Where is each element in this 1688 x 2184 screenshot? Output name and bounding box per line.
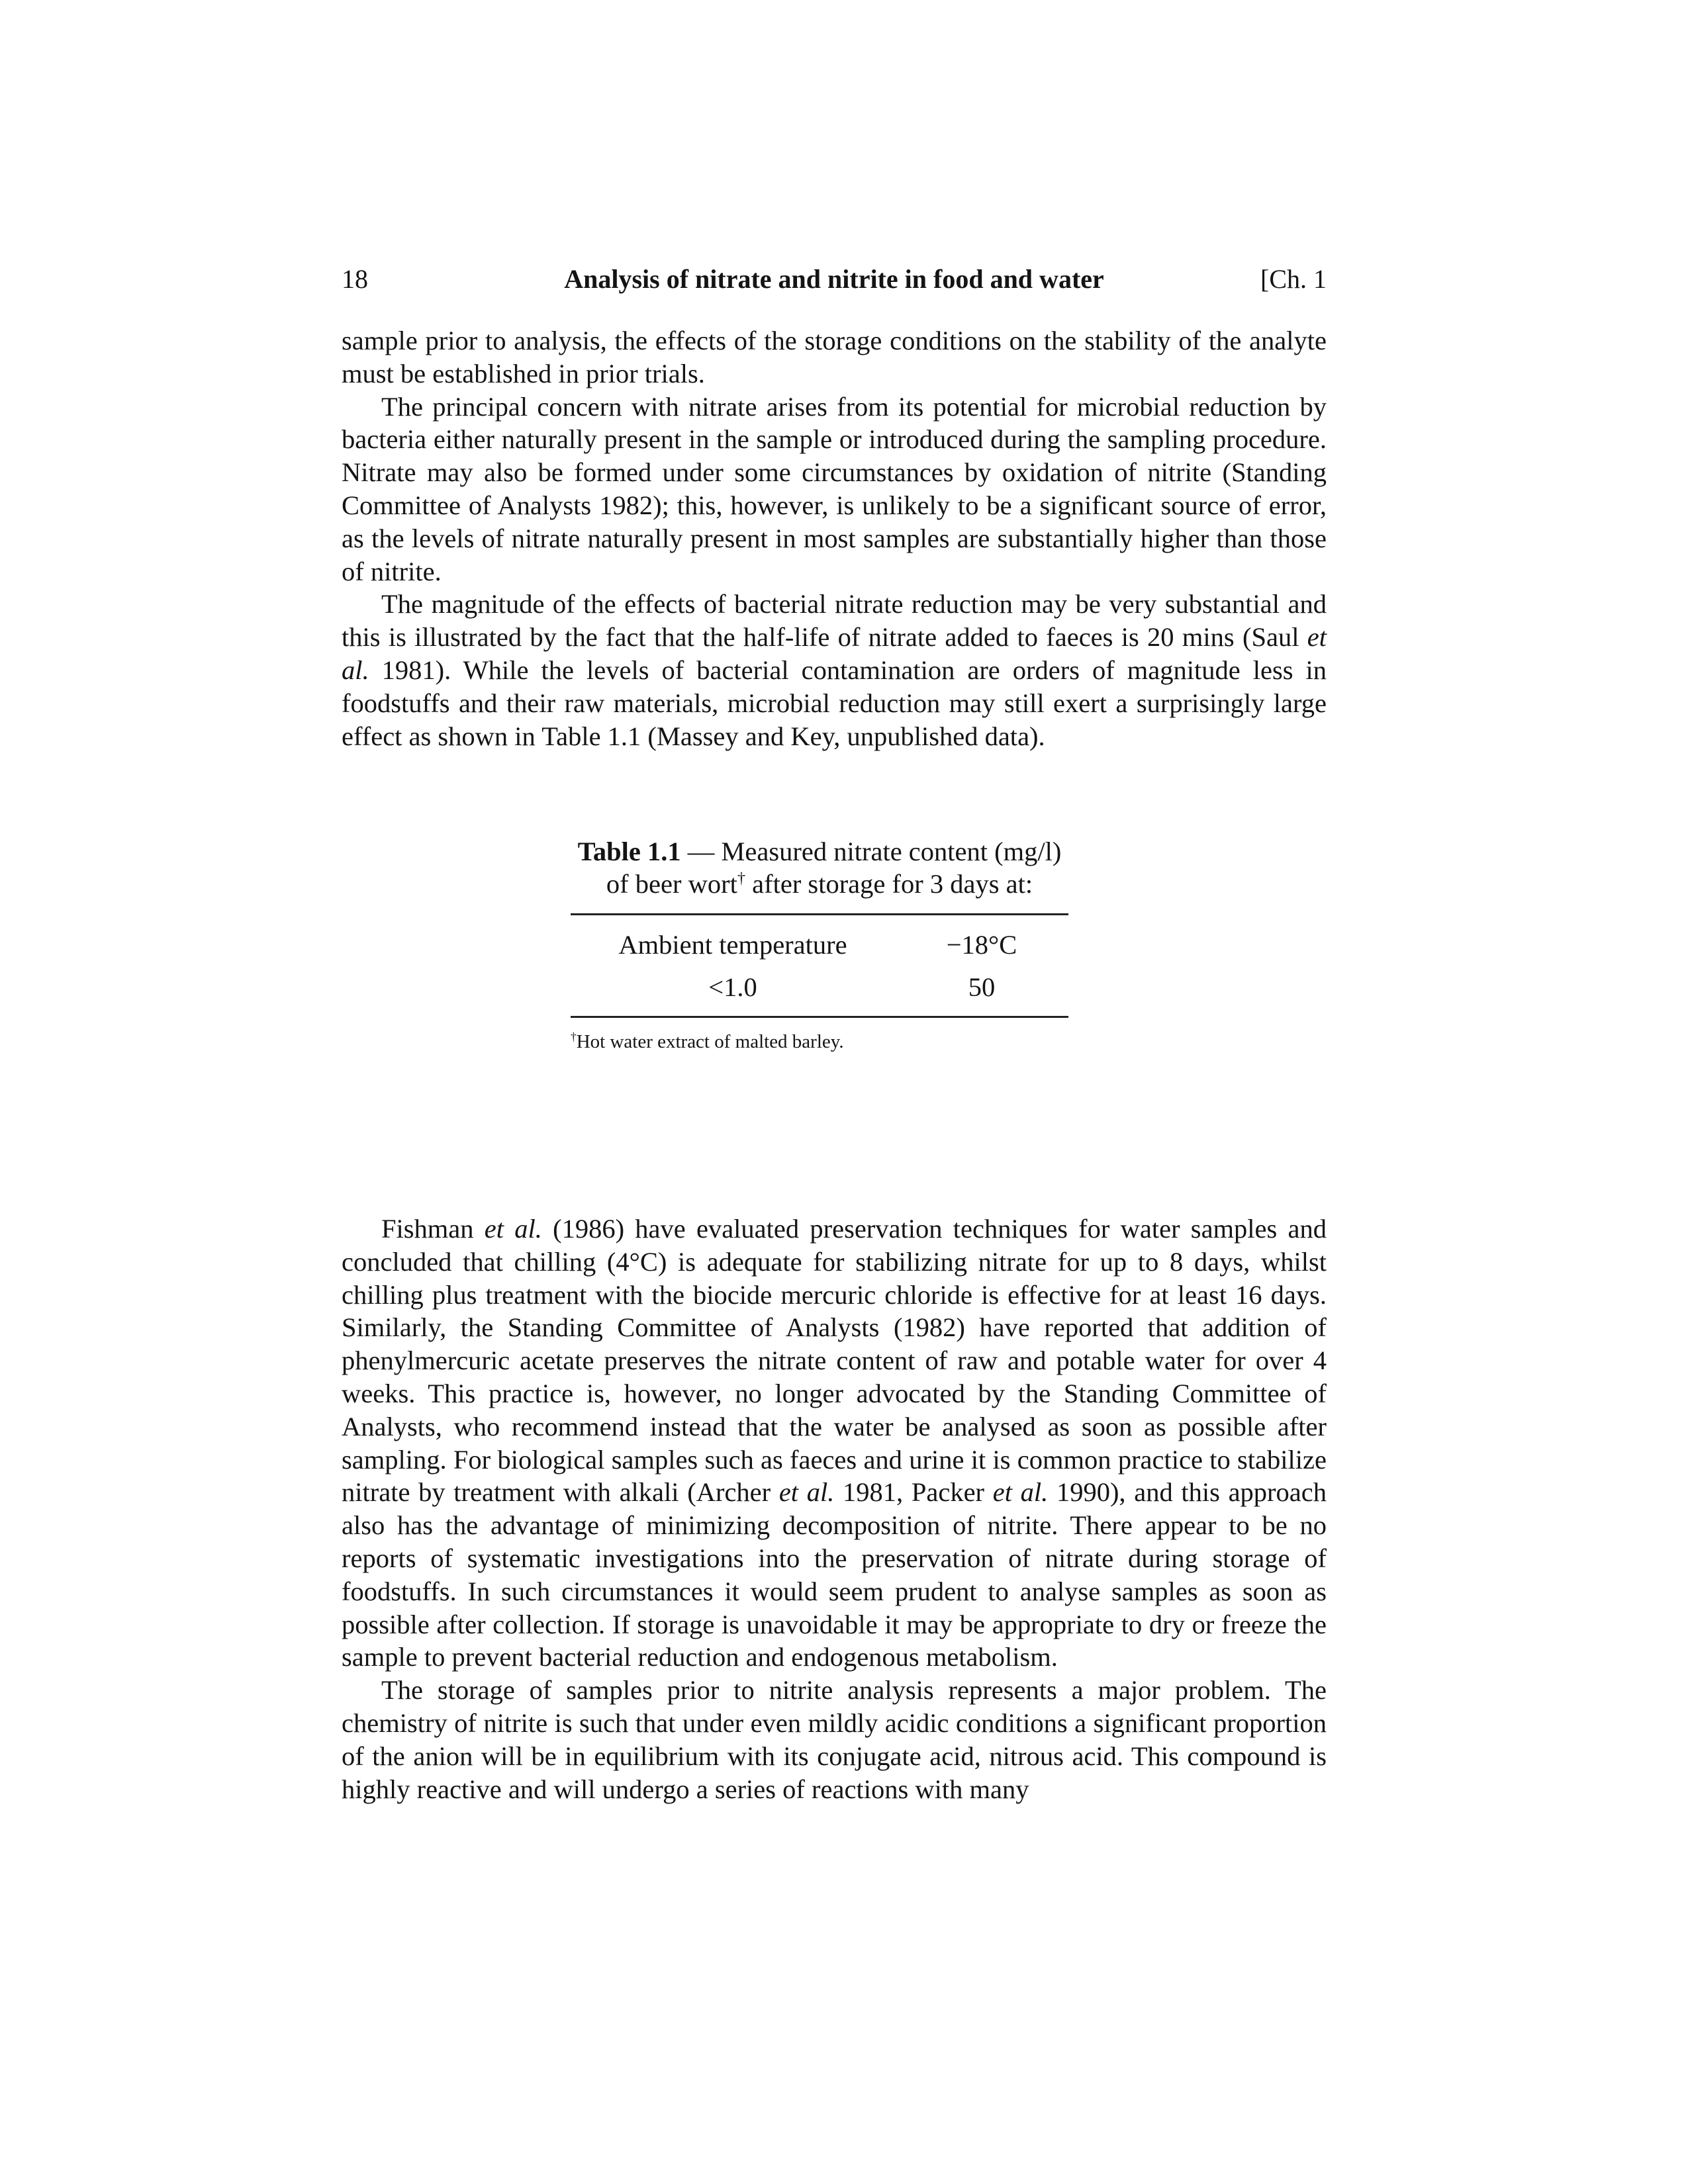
citation-italic: et al. [778,1477,835,1508]
running-title: Analysis of nitrate and nitrite in food and water [564,264,1104,294]
column-header: Ambient temperature [618,929,847,960]
dagger-mark: † [737,869,745,887]
paragraph-text: The magnitude of the effects of bacterial nitrate reduction may be very substantial and this is illustrated by the fact that the half-life of nitrate added to faeces is 20 mins (Saul [342,589,1327,653]
body-text-top [342,324,1327,752]
body-text-bottom [342,1212,1327,1805]
page-header [342,259,1327,299]
table-label: Table 1.1 [577,837,681,866]
paragraph [342,1212,1327,1674]
paragraph: sample prior to analysis, the effects of the storage conditions on the stability of the analyte must be established in prior trials. [342,326,1327,388]
table-caption [571,835,1068,900]
paragraph-text: Fishman [381,1214,485,1244]
table-row [571,966,1068,1016]
caption-text: after storage for 3 days at: [745,869,1033,899]
paragraph-text: 1990), and this approach also has the advantage of minimizing decomposition of nitrite. There appear to be no reports of systematic investigations into the preservation of nitrate during storage of foodstuffs. In such circumstances it would seem prudent to analyse samples as soon as possible after collection. If storage is unavoidable it may be appropriate to dry or freeze the sample to prevent bacterial reduction and endogenous metabolism. [342,1477,1327,1672]
table-cell: 50 [968,972,996,1002]
paragraph-text: 1981, Packer [834,1477,993,1508]
citation-italic: et al. [342,622,1327,685]
table-footnote [571,1028,1068,1055]
paragraph: The principal concern with nitrate arises from its potential for microbial reduction by bacteria either naturally present in the sample or introduced during the sampling procedure. Nitrate may also be formed under some circumstances by oxidation of nitrite (Standing Committee of Analysts 1982); this, however, is unlikely to be a significant source of error, as the levels of nitrate naturally present in most samples are substantially higher than those of nitrite. [342,391,1327,586]
citation-italic: et al. [992,1477,1049,1508]
data-table [571,915,1068,1016]
caption-text: — Measured nitrate content (mg/l) of beer wort [606,837,1062,899]
dagger-mark: † [571,1030,577,1044]
table-bottom-rule [571,1016,1068,1018]
page-number: 18 [342,264,368,294]
footnote-text: Hot water extract of malted barley. [576,1031,844,1052]
chapter-reference: [Ch. 1 [1260,264,1327,294]
paragraph: The storage of samples prior to nitrite analysis represents a major problem. The chemistry of nitrite is such that under even mildly acidic conditions a significant proportion of the anion will be in equilibrium with its conjugate acid, nitrous acid. This compound is highly reactive and will undergo a series of reactions with many [342,1675,1327,1804]
table-header-row [571,915,1068,966]
paragraph-text: 1981). While the levels of bacterial contamination are orders of magnitude less in foodstuffs and their raw materials, microbial reduction may still exert a surprisingly large effect as shown in Table 1.1 (Massey and Key, unpublished data). [342,655,1327,751]
paragraph-text: (1986) have evaluated preservation techniques for water samples and concluded that chilling (4°C) is adequate for stabilizing nitrate for up to 8 days, whilst chilling plus treatment with the biocide mercuric chloride is effective for at least 16 days. Similarly, the Standing Committee of Analysts (1982) have reported that addition of phenylmercuric acetate preserves the nitrate content of raw and potable water for over 4 weeks. This practice is, however, no longer advocated by the Standing Committee of Analysts, who recommend instead that the water be analysed as soon as possible after sampling. For biological samples such as faeces and urine it is common practice to stabilize nitrate by treatment with alkali (Archer [342,1214,1327,1508]
citation-italic: et al. [484,1214,542,1244]
column-header: −18°C [946,929,1017,960]
table-cell: <1.0 [708,972,757,1002]
paragraph [342,588,1327,752]
table-1-1 [571,835,1068,1055]
